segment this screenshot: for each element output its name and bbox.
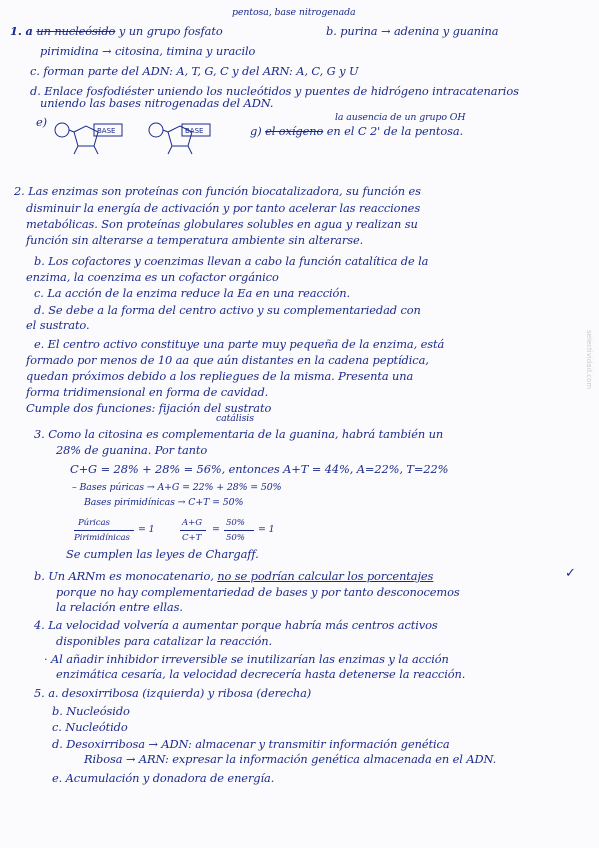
ribose-sketch bbox=[146, 118, 236, 156]
q3-b3: la relación entre ellas. bbox=[56, 600, 183, 614]
q1-note-pentosa: pentosa, base nitrogenada bbox=[232, 7, 356, 18]
q5-d2: Ribosa → ARN: expresar la información genética almacenada en el ADN. bbox=[84, 752, 497, 766]
q1-g-label: g) bbox=[250, 124, 262, 138]
q2-e2: formado por menos de 10 aa que aún distantes en la cadena peptídica, bbox=[26, 353, 429, 367]
q3-b2: porque no hay complementariedad de bases y por tanto desconocemos bbox=[56, 585, 460, 599]
q1-pirimidina: pirimidina → citosina, timina y uracilo bbox=[40, 44, 256, 58]
q1-a-label: 1. a bbox=[10, 24, 33, 38]
q3-b1-text: b. Un ARNm es monocatenario, bbox=[34, 569, 214, 583]
q2-e4: forma tridimensional en forma de cavidad. bbox=[26, 385, 269, 399]
q4-line1: 4. La velocidad volvería a aumentar porque habría más centros activos bbox=[34, 618, 438, 632]
q3-line5: Bases pirimidínicas → C+T = 50% bbox=[84, 497, 244, 508]
q2-b2: enzima, la coenzima es un cofactor orgánico bbox=[26, 270, 279, 284]
q1-c: c. forman parte del ADN: A, T, G, C y del ARN: A, C, G y U bbox=[30, 64, 359, 78]
q2-b1: b. Los cofactores y coenzimas llevan a cabo la función catalítica de la bbox=[34, 254, 429, 268]
q2-c: c. La acción de la enzima reduce la Ea en una reacción. bbox=[34, 286, 351, 300]
q3-b1 bbox=[34, 569, 433, 583]
q3-line4: – Bases púricas → A+G = 22% + 28% = 50% bbox=[72, 482, 282, 493]
q1-line1 bbox=[10, 24, 223, 38]
q2-e6: catálisis bbox=[216, 413, 254, 424]
q3-frac2-eq: = bbox=[212, 524, 220, 535]
q4-line3: · Al añadir inhibidor irreversible se inutilizarían las enzimas y la acción bbox=[44, 652, 449, 666]
q3-frac1-num: Púricas bbox=[78, 518, 110, 528]
q2-e3: quedan próximos debido a los repliegues de la misma. Presenta una bbox=[26, 369, 414, 383]
q3-line1: 3. Como la citosina es complementaria de la guanina, habrá también un bbox=[34, 427, 444, 441]
q1-e-label: e) bbox=[36, 115, 47, 129]
q3-frac2-den: C+T bbox=[182, 533, 202, 543]
q3-line3: C+G = 28% + 28% = 56%, entonces A+T = 44%, A=22%, T=22% bbox=[70, 462, 449, 476]
q2-d2: el sustrato. bbox=[26, 318, 90, 332]
q1-g bbox=[250, 124, 463, 138]
q4-line2: disponibles para catalizar la reacción. bbox=[56, 634, 273, 648]
q1-b: b. purina → adenina y guanina bbox=[326, 24, 499, 38]
q1-a-strike: un nucleósido bbox=[36, 24, 116, 38]
q3-frac1-eq: = 1 bbox=[138, 524, 155, 535]
q1-d2: uniendo las bases nitrogenadas del ADN. bbox=[40, 96, 274, 110]
deoxyribose-sketch bbox=[52, 118, 132, 156]
base-label-2: BASE bbox=[185, 127, 204, 135]
q3-frac2-num: A+G bbox=[182, 518, 202, 528]
q3-frac1-den: Pirimidínicas bbox=[74, 533, 130, 543]
q1-g-text: en el C 2' de la pentosa. bbox=[326, 124, 464, 138]
q3-chargaff: Se cumplen las leyes de Chargaff. bbox=[66, 547, 259, 561]
q2-e1: e. El centro activo constituye una parte muy pequeña de la enzima, está bbox=[34, 337, 445, 351]
q2-e5: Cumple dos funciones: fijación del sustrato bbox=[26, 401, 272, 415]
q5-e: e. Acumulación y donadora de energía. bbox=[52, 771, 275, 785]
q1-a-text: y un grupo fosfato bbox=[118, 24, 223, 38]
q1-d1: d. Enlace fosfodiéster uniendo los nucleótidos y puentes de hidrógeno intracatenarios bbox=[30, 84, 519, 98]
q3-line2: 28% de guanina. Por tanto bbox=[56, 443, 208, 457]
check-mark-icon: ✓ bbox=[565, 566, 576, 581]
q3-frac3-eq: = 1 bbox=[258, 524, 275, 535]
q3-frac3-den: 50% bbox=[226, 533, 245, 543]
q2-line2: disminuir la energía de activación y por tanto acelerar las reacciones bbox=[26, 201, 421, 215]
q4-line4: enzimática cesaría, la velocidad decrecería hasta detenerse la reacción. bbox=[56, 667, 466, 681]
q1-g-note: la ausencia de un grupo OH bbox=[335, 112, 466, 123]
q1-g-strike: el oxígeno bbox=[265, 124, 324, 138]
q2-line3: metabólicas. Son proteínas globulares solubles en agua y realizan su bbox=[26, 217, 418, 231]
q2-d1: d. Se debe a la forma del centro activo y su complementariedad con bbox=[34, 303, 421, 317]
base-label-1: BASE bbox=[97, 127, 116, 135]
q5-a: 5. a. desoxirribosa (izquierda) y ribosa (derecha) bbox=[34, 686, 312, 700]
q2-line4: función sin alterarse a temperatura ambiente sin alterarse. bbox=[26, 233, 364, 247]
q5-d1: d. Desoxirribosa → ADN: almacenar y transmitir información genética bbox=[52, 737, 450, 751]
q3-b1-underlined: no se podrían calcular los porcentajes bbox=[217, 569, 434, 583]
q3-frac3-num: 50% bbox=[226, 518, 245, 528]
q2-line1: 2. Las enzimas son proteínas con función biocatalizadora, su función es bbox=[14, 184, 421, 198]
q5-b: b. Nucleósido bbox=[52, 704, 130, 718]
side-watermark: selectividad.com bbox=[585, 330, 593, 390]
q5-c: c. Nucleótido bbox=[52, 720, 128, 734]
